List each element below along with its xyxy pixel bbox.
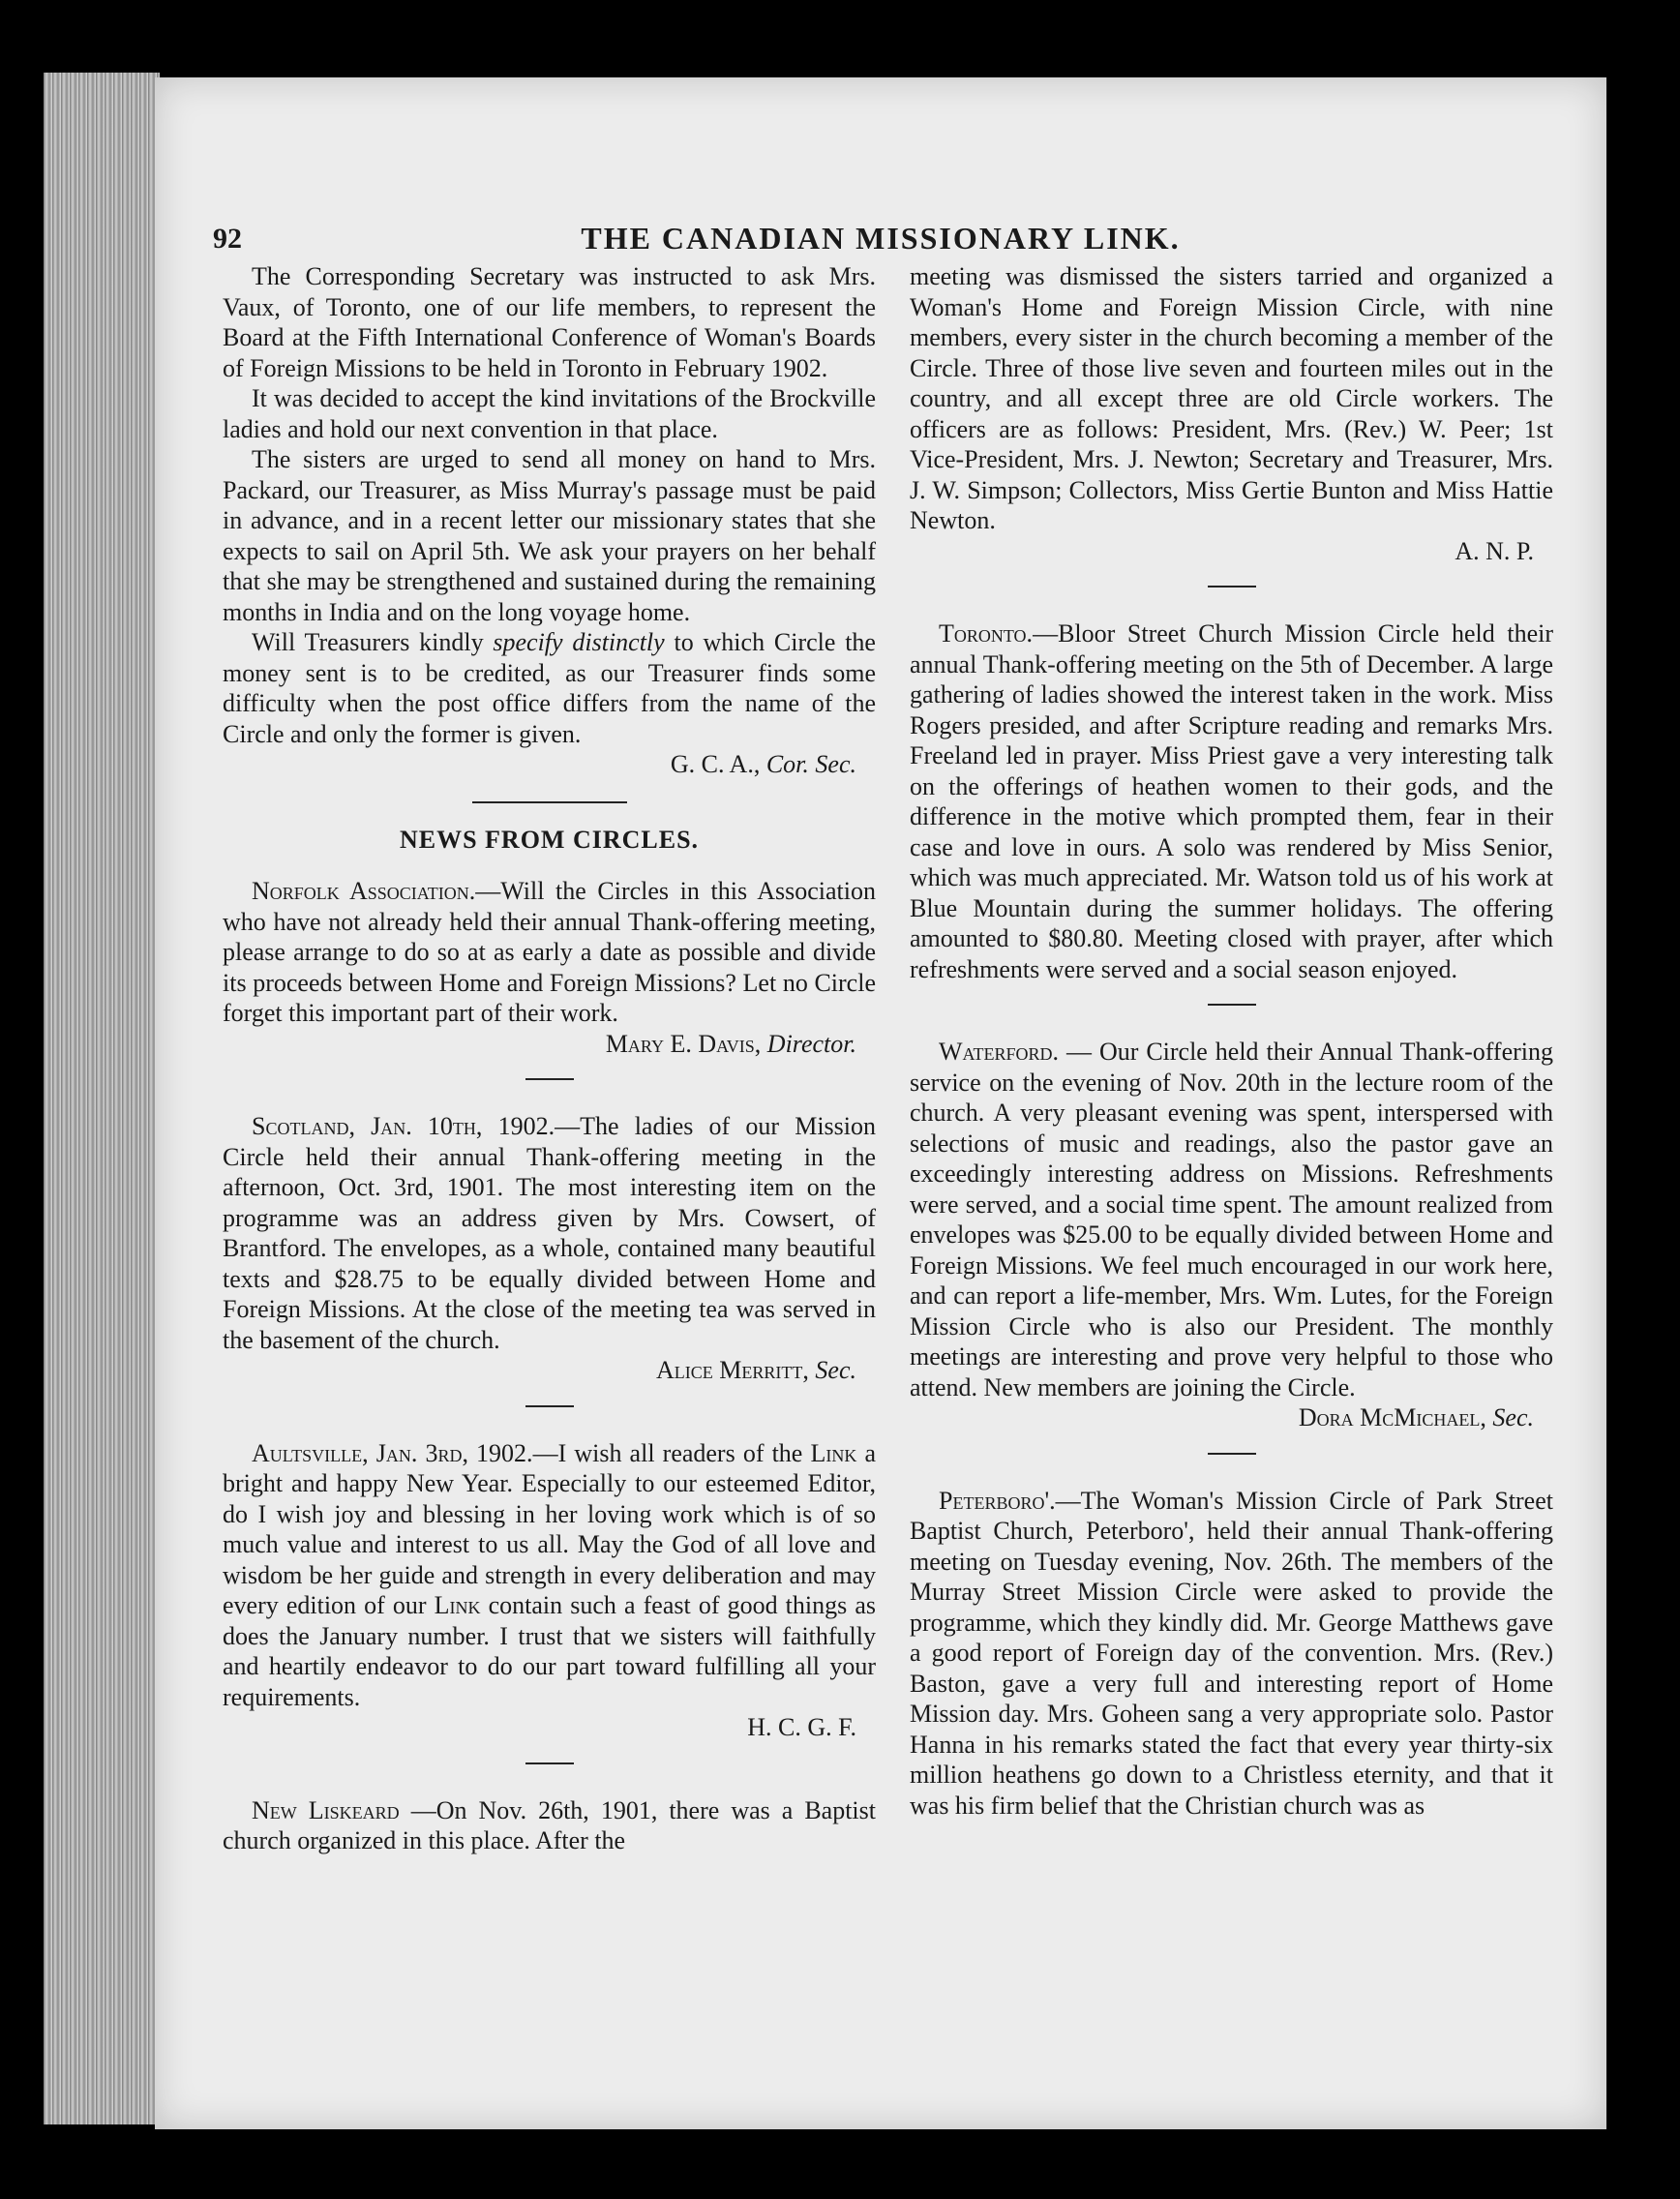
paragraph-treasurers-specify: Will Treasurers kindly specify distinctly to which Circle the money sent is to be credited, as our Treasurer finds some difficulty when the post office differs from the name of the Circle and only the former is given. xyxy=(223,628,876,748)
aultsville-article: Aultsville, Jan. 3rd, 1902.—I wish all readers of the Link a bright and happy New Year. Especially to our esteemed Editor, do I wish joy and blessing in her loving work which is of so much value and interest to us all. May the God of all love and wisdom be her guide and strength in every deliberation and may every edition of our Link contain such a feast of good things as does the January number. I trust that we sisters will faithfully and heartily endeavor to do our part toward fulfilling all your requirements. xyxy=(223,1438,876,1711)
scotland-signature: Alice Merritt, Sec. xyxy=(656,1356,856,1384)
right-column xyxy=(910,261,1553,1821)
article-divider xyxy=(525,1762,574,1764)
signature-cor-sec: G. C. A., Cor. Sec. xyxy=(670,750,856,778)
scotland-article: Scotland, Jan. 10th, 1902.—The ladies of our Mission Circle held their annual Thank-offering meeting in the afternoon, Oct. 3rd, 1901. The most interesting item on the programme was an address given by Mrs. Cowsert, of Brantford. The envelopes, as a whole, contained many beautiful texts and $28.75 to be equally divided between Home and Foreign Missions. At the close of the meeting tea was served in the basement of the church. xyxy=(223,1112,877,1354)
page-number: 92 xyxy=(213,223,242,255)
section-divider xyxy=(472,801,627,803)
book-page xyxy=(155,77,1606,2129)
article-divider xyxy=(525,1078,574,1080)
aultsville-signature: H. C. G. F. xyxy=(747,1713,856,1741)
new-liskeard-article: New Liskeard —On Nov. 26th, 1901, there was a Baptist church organized in this place. After the xyxy=(223,1795,876,1854)
book-page-edges xyxy=(44,73,160,2124)
running-head-title: THE CANADIAN MISSIONARY LINK. xyxy=(581,221,1181,256)
news-from-circles-heading: NEWS FROM CIRCLES. xyxy=(399,825,700,854)
peterboro-article: Peterboro'.—The Woman's Mission Circle of Park Street Baptist Church, Peterboro', held their annual Thank-offering meeting on Tuesday evening, Nov. 26th. The members of the Murray Street Mission Circle were asked to provide the programme, which they kindly did. Mr. George Matthews gave a good report of Foreign day of the convention. Mrs. (Rev.) Baston, gave a very full and interesting report of Home Mission day. Mrs. Goheen sang a very appropriate solo. Pastor Hanna in his remarks stated the fact that every year thirty-six million heathens go down to a Christless eternity, and that it was his firm belief that the Christian church was as xyxy=(910,1486,1553,1820)
waterford-signature: Dora McMichael, Sec. xyxy=(1298,1403,1534,1431)
norfolk-article: Norfolk Association.—Will the Circles in this Association who have not already held their annual Thank-offering meeting, please arrange to do so at as early a date as possible and divide its proceeds between Home and Foreign Missions? Let no Circle forget this important part of their work. xyxy=(223,877,876,1027)
article-divider xyxy=(1208,1004,1256,1006)
article-divider xyxy=(525,1405,574,1407)
paragraph-brockville: It was decided to accept the kind invitations of the Brockville ladies and hold our next convention in that place. xyxy=(223,384,876,443)
paragraph-corresponding-secretary: The Corresponding Secretary was instructed to ask Mrs. Vaux, of Toronto, one of our life members, to represent the Board at the Fifth International Conference of Woman's Boards of Foreign Missions to be held in Toronto in February 1902. xyxy=(223,262,876,382)
paragraph-treasurer: The sisters are urged to send all money on hand to Mrs. Packard, our Treasurer, as Miss Murray's passage must be paid in advance, and in a recent letter our missionary states that she expects to sail on April 5th. We ask your prayers on her behalf that she may be strengthened and sustained during the remaining months in India and on the long voyage home. xyxy=(223,445,876,626)
norfolk-signature: Mary E. Davis, Director. xyxy=(605,1029,856,1058)
toronto-article: Toronto.—Bloor Street Church Mission Circle held their annual Thank-offering meeting on the 5th of December. A large gathering of ladies showed the interest taken in the work. Miss Rogers presided, and after Scripture reading and remarks Mrs. Freeland led in prayer. Miss Priest gave a very interesting talk on the offerings of heathen women to their gods, and the difference in the motive which prompted them, fear in their case and love in ours. A solo was rendered by Miss Senior, which was much appreciated. Mr. Watson told us of his work at Blue Mountain during the summer holidays. The offering amounted to $80.80. Meeting closed with prayer, after which refreshments were served and a social season enjoyed. xyxy=(910,619,1553,983)
new-liskeard-signature: A. N. P. xyxy=(1455,536,1534,565)
new-liskeard-continued: meeting was dismissed the sisters tarried and organized a Woman's Home and Foreign Mission Circle, with nine members, every sister in the church becoming a member of the Circle. Three of those live seven and fourteen miles out in the country, and all except three are old Circle workers. The officers are as follows: President, Mrs. (Rev.) W. Peer; 1st Vice-President, Mrs. J. Newton; Secretary and Treasurer, Mrs. J. W. Simpson; Collectors, Miss Gertie Bunton and Miss Hattie Newton. xyxy=(910,262,1553,534)
waterford-article: Waterford. — Our Circle held their Annual Thank-offering service on the evening of Nov. 20th in the lecture room of the church. A very pleasant evening was spent, interspersed with selections of music and readings, also the pastor gave an exceedingly interesting address on Missions. Refreshments were served, and a social time spent. The amount realized from envelopes was $25.00 to be equally divided between Home and Foreign Missions. We feel much encouraged in our work here, and can report a life-member, Mrs. Wm. Lutes, for the Foreign Mission Circle who is also our President. The monthly meetings are interesting and prove very helpful to those who attend. New members are joining the Circle. xyxy=(910,1038,1553,1401)
article-divider xyxy=(1208,586,1256,587)
left-column xyxy=(223,261,876,1856)
article-divider xyxy=(1208,1453,1256,1455)
